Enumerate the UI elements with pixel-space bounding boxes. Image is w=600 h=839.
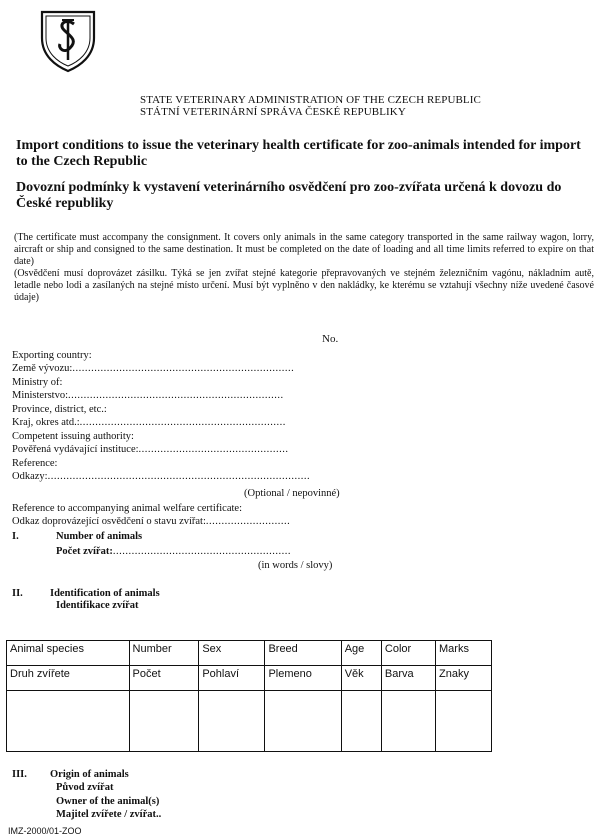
- section-3-number: III.: [12, 769, 27, 780]
- identification-table: [6, 640, 492, 752]
- odkazy-label: Odkazy:: [12, 471, 48, 482]
- owner-title-en: Owner of the animal(s): [56, 796, 160, 807]
- header-sex: Sex: [199, 641, 265, 666]
- ministerstvo-field[interactable]: Ministerstvo:.....................................................................: [12, 390, 284, 401]
- header-breed: Breed: [265, 641, 341, 666]
- header-barva: Barva: [381, 666, 435, 691]
- origin-title-en: Origin of animals: [50, 769, 129, 780]
- header-age: Age: [341, 641, 381, 666]
- form-code: IMZ-2000/01-ZOO: [8, 826, 82, 836]
- header-pocet: Počet: [129, 666, 199, 691]
- note-english: (The certificate must accompany the consignment. It covers only animals in the same category transported in the same railway wagon, lorry, aircraft or ship and consigned to the same destination. It must be completed on the date of loading and all time limits referred to expire on that date): [14, 232, 594, 267]
- header-plemeno: Plemeno: [265, 666, 341, 691]
- poverena-label: Pověřená vydávající instituce:: [12, 444, 139, 455]
- province-label: Province, district, etc.:: [12, 404, 107, 415]
- origin-title-cz: Původ zvířat: [56, 782, 114, 793]
- header-marks: Marks: [436, 641, 492, 666]
- section-2-number: II.: [12, 588, 23, 599]
- in-words-note: (in words / slovy): [258, 560, 333, 571]
- competent-authority-label: Competent issuing authority:: [12, 431, 134, 442]
- table-header-row-en: [7, 641, 492, 666]
- section-1-title: Number of animals: [56, 531, 143, 542]
- agency-name-en: STATE VETERINARY ADMINISTRATION OF THE CZECH REPUBLIC: [140, 94, 481, 106]
- reference-label: Reference:: [12, 458, 58, 469]
- owner-title-cz: Majitel zvířete / zvířat..: [56, 809, 162, 820]
- header-vek: Věk: [341, 666, 381, 691]
- title-czech: Dovozní podmínky k vystavení veterinárního osvědčení pro zoo-zvířata určená k dovozu do České republiky: [16, 180, 562, 211]
- kraj-label: Kraj, okres atd.:: [12, 417, 80, 428]
- pocet-zvirat-label: Počet zvířat:: [56, 546, 113, 557]
- cell-age[interactable]: [341, 691, 381, 752]
- odkaz-welfare-label: Odkaz doprovázející osvědčení o stavu zvířat:: [12, 516, 206, 527]
- cell-species[interactable]: [7, 691, 130, 752]
- certificate-number-label: No.: [322, 333, 339, 345]
- section-2-title: Identification of animals: [50, 588, 160, 599]
- agency-header: [140, 94, 481, 118]
- title-english: Import conditions to issue the veterinary health certificate for zoo-animals intended for import to the Czech Republic: [16, 138, 581, 169]
- note-czech: (Osvědčení musí doprovázet zásilku. Týká se jen zvířat stejné kategorie přepravovaných ve stejném železničním vagónu, nákladním autě, letadle nebo lodi a zasílaných na stejné místo určení. Musí být vyplněno v den nakládky, ke kterému se vztahují všechny níže uvedené časové údaje): [14, 268, 594, 303]
- certificate-note: [14, 232, 594, 304]
- header-color: Color: [381, 641, 435, 666]
- cell-number[interactable]: [129, 691, 199, 752]
- ministerstvo-label: Ministerstvo:: [12, 390, 69, 401]
- optional-note: (Optional / nepovinné): [244, 488, 340, 499]
- zeme-vyvozu-field[interactable]: Země vývozu:.......................................................................: [12, 363, 295, 374]
- cell-breed[interactable]: [265, 691, 341, 752]
- cell-marks[interactable]: [436, 691, 492, 752]
- odkaz-welfare-field[interactable]: Odkaz doprovázející osvědčení o stavu zvířat:...........................: [12, 516, 291, 527]
- table-row: [7, 691, 492, 752]
- section-2-title-cz: Identifikace zvířat: [56, 600, 139, 611]
- ministry-of-label: Ministry of:: [12, 377, 63, 388]
- cell-sex[interactable]: [199, 691, 265, 752]
- agency-name-cz: STÁTNÍ VETERINÁRNÍ SPRÁVA ČESKÉ REPUBLIKY: [140, 106, 406, 118]
- odkazy-field[interactable]: Odkazy:....................................................................................: [12, 471, 311, 482]
- exporting-country-label: Exporting country:: [12, 350, 92, 361]
- ref-welfare-label: Reference to accompanying animal welfare certificate:: [12, 503, 242, 514]
- crest-logo: [38, 8, 98, 74]
- header-pohlavi: Pohlaví: [199, 666, 265, 691]
- pocet-zvirat-field[interactable]: Počet zvířat:.........................................................: [56, 546, 291, 557]
- zeme-vyvozu-label: Země vývozu:: [12, 363, 73, 374]
- header-znaky: Znaky: [436, 666, 492, 691]
- kraj-field[interactable]: Kraj, okres atd.:..................................................................: [12, 417, 286, 428]
- header-druh-zvirete: Druh zvířete: [7, 666, 130, 691]
- cell-color[interactable]: [381, 691, 435, 752]
- header-animal-species: Animal species: [7, 641, 130, 666]
- poverena-field[interactable]: Pověřená vydávající instituce:................................................: [12, 444, 289, 455]
- header-number: Number: [129, 641, 199, 666]
- table-header-row-cz: [7, 666, 492, 691]
- section-1-number: I.: [12, 531, 19, 542]
